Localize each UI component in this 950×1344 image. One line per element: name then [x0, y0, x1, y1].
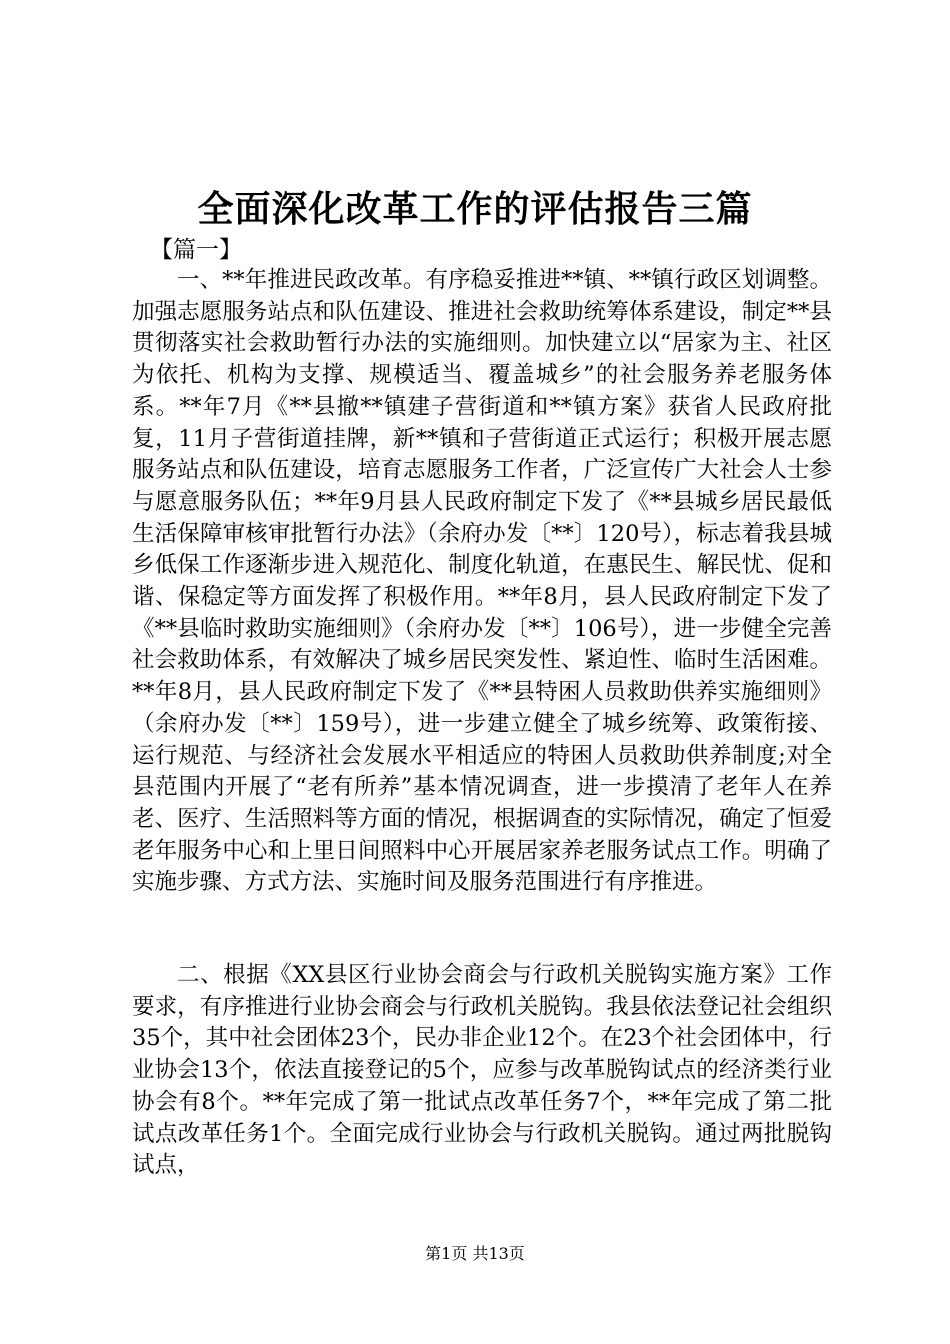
paragraph-2: 二、根据《XX县区行业协会商会与行政机关脱钩实施方案》工作要求，有序推进行业协会商会与行政机关脱钩。我县依法登记社会组织35个，其中社会团体23个，民办非企业12个。在23个社会团体中，行业协会13个，依法直接登记的5个，应参与改革脱钩试点的经济类行业协会有8个。**年完成了第一批试点改革任务7个，**年完成了第二批试点改革任务1个。全面完成行业协会与行政机关脱钩。通过两批脱钩试点， [132, 962, 832, 1179]
document-title: 全面深化改革工作的评估报告三篇 [197, 188, 753, 230]
paragraph-1: 一、**年推进民政改革。有序稳妥推进**镇、**镇行政区划调整。加强志愿服务站点和队伍建设、推进社会救助统筹体系建设，制定**县贯彻落实社会救助暂行办法的实施细则。加快建立以“居家为主、社区为依托、机构为支撑、规模适当、覆盖城乡”的社会服务养老服务体系。**年7月《**县撤**镇建子营街道和**镇方案》获省人民政府批复，11月子营街道挂牌，新**镇和子营街道正式运行；积极开展志愿服务站点和队伍建设，培育志愿服务工作者，广泛宣传广大社会人士参与愿意服务队伍；**年9月县人民政府制定下发了《**县城乡居民最低生活保障审核审批暂行办法》（余府办发〔**〕120号），标志着我县城乡低保工作逐渐步进入规范化、制度化轨道，在惠民生、解民忧、促和谐、保稳定等方面发挥了积极作用。**年8月，县人民政府制定下发了《**县临时救助实施细则》（余府办发〔**〕106号），进一步健全完善社会救助体系，有效解决了城乡居民突发性、紧迫性、临时生活困难。**年8月，县人民政府制定下发了《**县特困人员救助供养实施细则》（余府办发〔**〕159号），进一步建立健全了城乡统筹、政策衔接、运行规范、与经济社会发展水平相适应的特困人员救助供养制度;对全县范围内开展了“老有所养”基本情况调查，进一步摸清了老年人在养老、医疗、生活照料等方面的情况，根据调查的实际情况，确定了恒爱老年服务中心和上里日间照料中心开展居家养老服务试点工作。明确了实施步骤、方式方法、实施时间及服务范围进行有序推进。 [132, 267, 832, 896]
section-heading: 【篇一】 [150, 237, 242, 263]
page-footer: 第1页 共13页 [425, 1244, 525, 1263]
